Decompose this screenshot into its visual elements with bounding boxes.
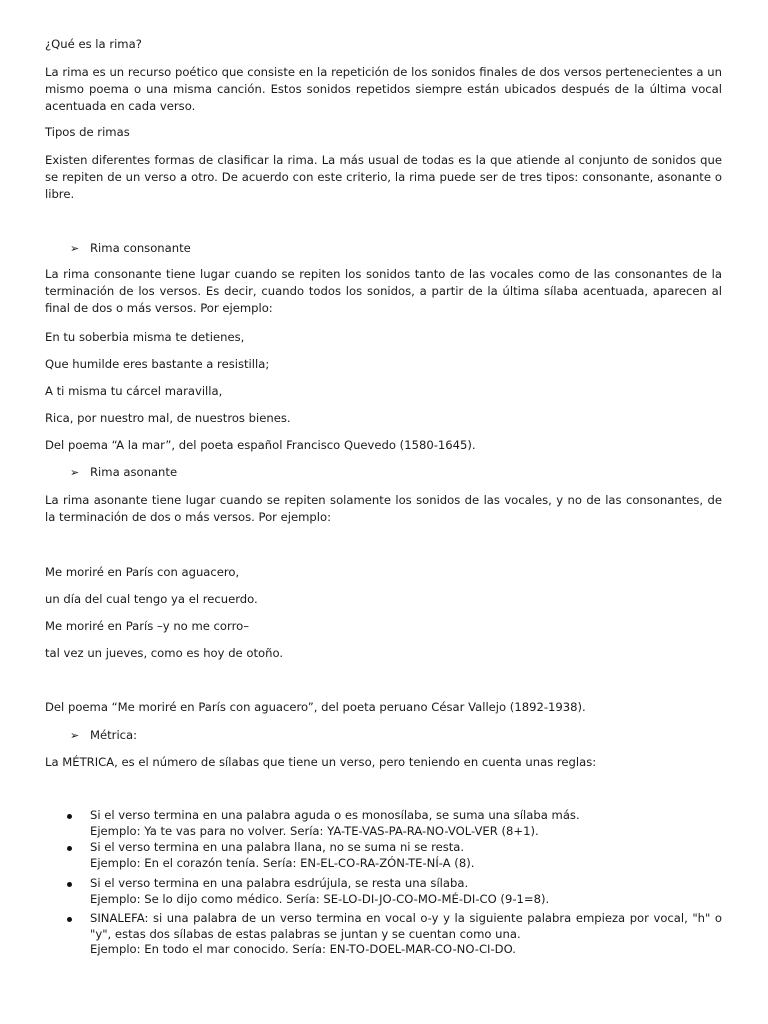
- verse-line: Que humilde eres bastante a resistilla;: [45, 357, 270, 371]
- rule-text: Si el verso termina en una palabra esdrújula, se resta una sílaba.: [90, 876, 469, 890]
- list-item: [90, 876, 722, 907]
- verse-line: Me moriré en París –y no me corro–: [45, 619, 249, 633]
- poem-source-quevedo: Del poema “A la mar”, del poeta español Francisco Quevedo (1580-1645).: [45, 438, 476, 452]
- metrica-heading: Métrica:: [90, 728, 138, 742]
- rule-example: Ejemplo: En el corazón tenía. Sería: EN-EL-CO-RA-ZÓN-TE-NÍ-A (8).: [90, 855, 475, 870]
- rima-asonante-heading: Rima asonante: [90, 465, 178, 479]
- list-item: [90, 911, 722, 958]
- rule-text: SINALEFA: si una palabra de un verso termina en vocal o-y y la siguiente palabra empieza por vocal, "h" o "y", estas dos sílabas de estas palabras se juntan y se cuentan como una.: [90, 911, 722, 941]
- verse-line: un día del cual tengo ya el recuerdo.: [45, 592, 258, 606]
- arrow-bullet-icon: ➢: [70, 729, 80, 742]
- arrow-bullet-icon: ➢: [70, 242, 80, 255]
- verse-line: Rica, por nuestro mal, de nuestros bienes.: [45, 411, 291, 425]
- rule-text: Si el verso termina en una palabra aguda o es monosílaba, se suma una sílaba más.: [90, 808, 580, 822]
- bullet-dot-icon: [67, 814, 72, 819]
- section-rima-consonante: [70, 240, 191, 257]
- rima-consonante-heading: Rima consonante: [90, 241, 191, 255]
- rule-text: Si el verso termina en una palabra llana, no se suma ni se resta.: [90, 840, 465, 854]
- verse-line: En tu soberbia misma te detienes,: [45, 330, 245, 344]
- paragraph-rima-asonante: La rima asonante tiene lugar cuando se repiten solamente los sonidos de las vocales, y no de las consonantes, de la terminación de dos o más versos. Por ejemplo:: [45, 493, 722, 524]
- paragraph-tipos: Existen diferentes formas de clasificar la rima. La más usual de todas es la que atiende al conjunto de sonidos que se repiten de un verso a otro. De acuerdo con este criterio, la rima puede ser de tres tipos: consonante, asonante o libre.: [45, 153, 722, 201]
- bullet-dot-icon: [67, 882, 72, 887]
- paragraph-rima-consonante: La rima consonante tiene lugar cuando se repiten los sonidos tanto de las vocales como de las consonantes de la terminación de los versos. Es decir, cuando todos los sonidos, a partir de la última sílaba acentuada, aparecen al final de dos o más versos. Por ejemplo:: [45, 267, 722, 315]
- verse-line: Me moriré en París con aguacero,: [45, 565, 240, 579]
- arrow-bullet-icon: ➢: [70, 466, 80, 479]
- poem-source-vallejo: Del poema “Me moriré en París con aguacero”, del poeta peruano César Vallejo (1892-1938).: [45, 700, 586, 714]
- verse-line: A ti misma tu cárcel maravilla,: [45, 384, 223, 398]
- rule-example: Ejemplo: En todo el mar conocido. Sería: EN-TO-DOEL-MAR-CO-NO-CI-DO.: [90, 942, 516, 957]
- rule-example: Ejemplo: Se lo dijo como médico. Sería: SE-LO-DI-JO-CO-MO-MÉ-DI-CO (9-1=8).: [90, 891, 550, 906]
- list-item: [90, 808, 722, 839]
- list-item: [90, 840, 722, 871]
- section-metrica: [70, 727, 137, 744]
- bullet-dot-icon: [67, 917, 72, 922]
- metrica-intro: La MÉTRICA, es el número de sílabas que tiene un verso, pero teniendo en cuenta unas reglas:: [45, 755, 597, 769]
- bullet-dot-icon: [67, 846, 72, 851]
- rule-example: Ejemplo: Ya te vas para no volver. Sería: YA-TE-VAS-PA-RA-NO-VOL-VER (8+1).: [90, 823, 539, 838]
- verse-line: tal vez un jueves, como es hoy de otoño.: [45, 646, 284, 660]
- heading-que-es-la-rima: ¿Qué es la rima?: [45, 37, 142, 51]
- section-rima-asonante: [70, 464, 177, 481]
- paragraph-definicion: La rima es un recurso poético que consiste en la repetición de los sonidos finales de dos versos pertenecientes a un mismo poema o una misma canción. Estos sonidos repetidos siempre están ubicados después de la última vocal acentuada en cada verso.: [45, 65, 722, 113]
- heading-tipos-de-rimas: Tipos de rimas: [45, 125, 130, 139]
